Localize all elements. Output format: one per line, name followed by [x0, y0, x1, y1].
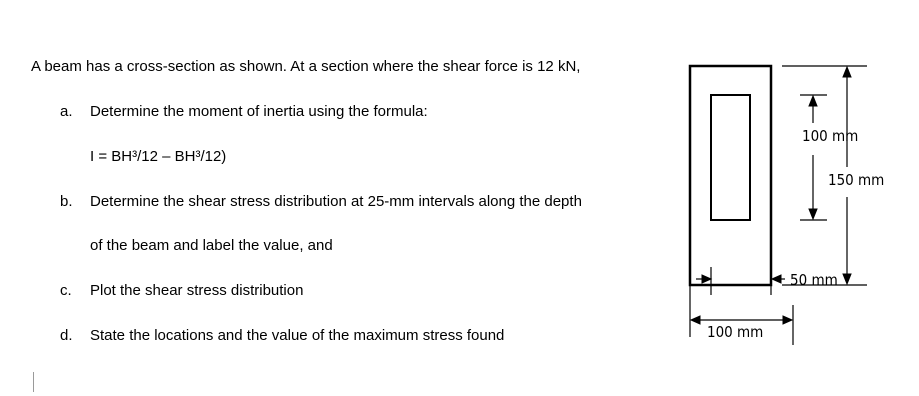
dim-outer-width-arrow-left — [691, 316, 700, 324]
problem-intro: A beam has a cross-section as shown. At a section where the shear force is 12 kN, — [31, 58, 581, 75]
formula: I = BH³/12 – BH³/12) — [90, 148, 227, 165]
item-d-text: State the locations and the value of the maximum stress found — [90, 327, 505, 344]
item-b-marker: b. — [60, 193, 73, 210]
dim-outer-height-arrow-top — [843, 67, 851, 77]
item-c-text: Plot the shear stress distribution — [90, 282, 304, 299]
dim-outer-width-arrow-right — [783, 316, 792, 324]
beam-cross-section-figure — [672, 45, 912, 350]
dim-inner-height-arrow-bottom — [809, 209, 817, 219]
dim-inner-height-arrow-top — [809, 96, 817, 106]
outer-section-outline — [690, 66, 771, 285]
item-c-marker: c. — [60, 282, 72, 299]
dim-outer-width-label: 100 mm — [707, 323, 764, 341]
inner-hollow-outline — [711, 95, 750, 220]
text-cursor — [33, 372, 34, 392]
dim-inner-width-label: 50 mm — [790, 271, 838, 289]
item-a-text: Determine the moment of inertia using the formula: — [90, 103, 428, 120]
dim-wall-arrow-left — [702, 275, 711, 283]
dim-inner-height-label: 100 mm — [802, 127, 859, 145]
item-d-marker: d. — [60, 327, 73, 344]
item-b-text-line1: Determine the shear stress distribution at 25-mm intervals along the depth — [90, 193, 582, 210]
dim-wall-arrow-right — [772, 275, 781, 283]
item-a-marker: a. — [60, 103, 73, 120]
dim-outer-height-arrow-bottom — [843, 274, 851, 284]
item-b-text-line2: of the beam and label the value, and — [90, 237, 333, 254]
dim-outer-height-label: 150 mm — [828, 171, 885, 189]
